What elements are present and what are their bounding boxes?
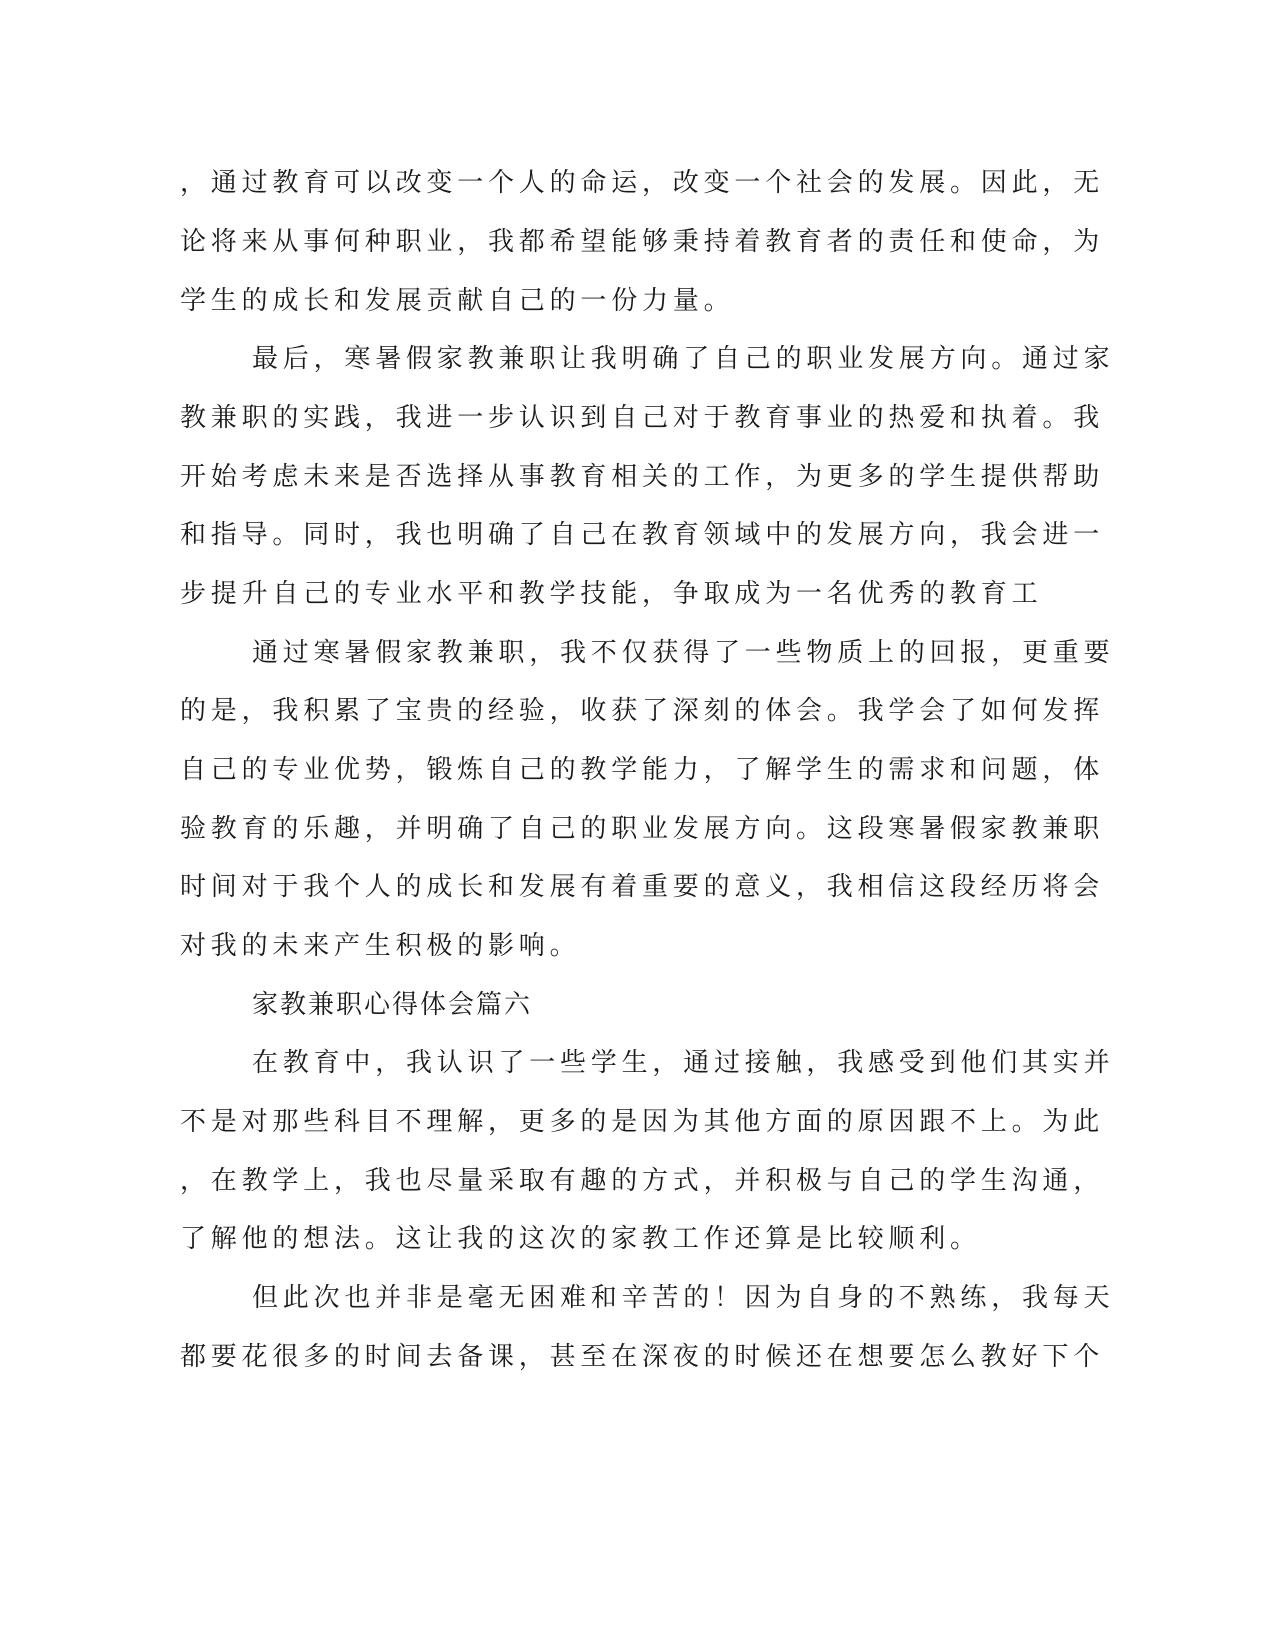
text-line: 都要花很多的时间去备课，甚至在深夜的时候还在想要怎么教好下个	[180, 1342, 1105, 1372]
text-line: ，在教学上，我也尽量采取有趣的方式，并积极与自己的学生沟通，	[180, 1166, 1105, 1196]
text-line: 和指导。同时，我也明确了自己在教育领域中的发展方向，我会进一	[180, 520, 1105, 550]
text-line: 验教育的乐趣，并明确了自己的职业发展方向。这段寒暑假家教兼职	[180, 814, 1105, 844]
paragraph-first-line: 在教育中，我认识了一些学生，通过接触，我感受到他们其实并	[252, 1048, 1115, 1078]
paragraph-first-line: 通过寒暑假家教兼职，我不仅获得了一些物质上的回报，更重要	[252, 638, 1115, 668]
text-line: 的是，我积累了宝贵的经验，收获了深刻的体会。我学会了如何发挥	[180, 696, 1105, 726]
text-line: 时间对于我个人的成长和发展有着重要的意义，我相信这段经历将会	[180, 872, 1105, 902]
paragraph-first-line: 最后，寒暑假家教兼职让我明确了自己的职业发展方向。通过家	[252, 344, 1115, 374]
text-line: 不是对那些科目不理解，更多的是因为其他方面的原因跟不上。为此	[180, 1107, 1105, 1137]
section-heading: 家教兼职心得体会篇六	[252, 990, 533, 1020]
text-line: 步提升自己的专业水平和教学技能，争取成为一名优秀的教育工	[180, 579, 1043, 609]
text-line: 自己的专业优势，锻炼自己的教学能力，了解学生的需求和问题，体	[180, 755, 1105, 785]
text-line: 学生的成长和发展贡献自己的一份力量。	[180, 286, 735, 316]
text-line: ，通过教育可以改变一个人的命运，改变一个社会的发展。因此，无	[180, 168, 1105, 198]
text-line: 教兼职的实践，我进一步认识到自己对于教育事业的热爱和执着。我	[180, 403, 1105, 433]
paragraph-first-line: 但此次也并非是毫无困难和辛苦的！因为自身的不熟练，我每天	[252, 1283, 1115, 1313]
text-line: 了解他的想法。这让我的这次的家教工作还算是比较顺利。	[180, 1224, 981, 1254]
text-line: 开始考虑未来是否选择从事教育相关的工作，为更多的学生提供帮助	[180, 462, 1105, 492]
document-page	[180, 0, 1115, 1650]
text-line: 对我的未来产生积极的影响。	[180, 931, 581, 961]
text-line: 论将来从事何种职业，我都希望能够秉持着教育者的责任和使命，为	[180, 227, 1105, 257]
